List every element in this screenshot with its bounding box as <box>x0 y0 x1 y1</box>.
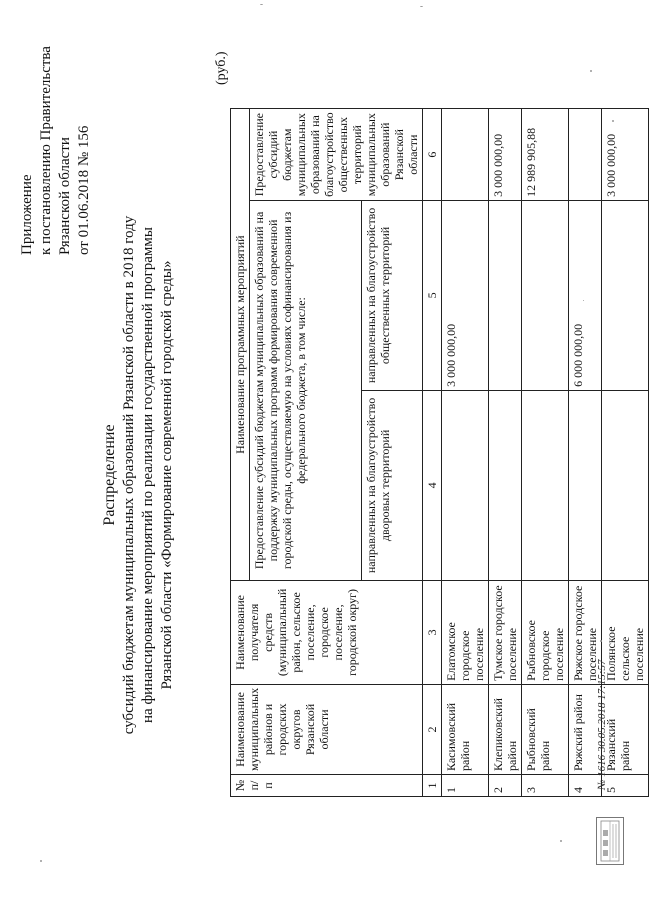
column-number-1: 1 <box>423 775 442 797</box>
scan-speck <box>612 120 614 122</box>
appendix-line-1: Приложение <box>19 174 35 255</box>
row-public-rzn-amount: 3 000 000,00 <box>602 109 649 201</box>
scan-speck <box>600 640 602 642</box>
row-district: Рязанский район <box>602 684 649 774</box>
row-public-amount <box>602 200 649 390</box>
row-number: 2 <box>489 775 522 797</box>
row-public-rzn-amount <box>569 109 602 201</box>
row-district: Рыбновский район <box>522 684 569 774</box>
row-public-amount: 6 000 000,00 <box>569 200 602 390</box>
scan-speck <box>560 840 562 842</box>
document-title <box>100 165 177 785</box>
column-number-5: 5 <box>423 200 442 390</box>
column-number-2: 2 <box>423 684 442 774</box>
column-number-4: 4 <box>423 390 442 580</box>
row-number: 4 <box>569 775 602 797</box>
appendix-line-3: Рязанской области <box>57 137 73 255</box>
header-district: Наименование муниципальных районов и городских округов Рязанской области <box>231 684 423 774</box>
appendix-line-4: от 01.06.2018 № 156 <box>76 125 92 255</box>
table-row <box>602 109 649 797</box>
scan-speck <box>40 860 42 862</box>
row-number: 3 <box>522 775 569 797</box>
registry-stamp <box>596 817 624 865</box>
row-recipient: Тумское городское поселение <box>489 580 522 684</box>
appendix-line-2: к постановлению Правительства <box>38 46 54 255</box>
row-number: 5 <box>602 775 649 797</box>
header-measures: Наименование программных мероприятий <box>231 109 250 581</box>
scan-speck <box>260 4 263 5</box>
row-public-amount <box>489 200 522 390</box>
row-yards-amount <box>602 390 649 580</box>
stamp-icon <box>597 818 623 864</box>
row-recipient: Ряжское городское поселение <box>569 580 602 684</box>
registration-note: № 1616 30.05.2018 17:15:57 <box>596 659 608 790</box>
row-public-rzn-amount: 12 989 905,88 <box>522 109 569 201</box>
row-yards-amount <box>569 390 602 580</box>
row-public-rzn-amount: 3 000 000,00 <box>489 109 522 201</box>
header-subsidy: Предоставление субсидий бюджетам муниципальных образований на поддержку муниципальных программ формирования современной городской среды, осуществляемую на условиях софинансирования из федерального бюджета, в том числе: <box>250 200 362 580</box>
scan-speck <box>590 70 592 72</box>
row-yards-amount <box>522 390 569 580</box>
header-public: направленных на благоустройство общественных территорий <box>362 200 423 390</box>
scan-speck <box>420 6 423 7</box>
row-district: Клепиковский район <box>489 684 522 774</box>
scan-speck <box>583 300 584 301</box>
row-public-rzn-amount <box>442 109 489 201</box>
column-number-3: 3 <box>423 580 442 684</box>
row-public-amount: 3 000 000,00 <box>442 200 489 390</box>
header-public-rzn: Предоставление субсидий бюджетам муниципальных образований на благоустройство общественных территорий муниципальных образований Рязанской области <box>250 109 423 201</box>
title-line-3: Рязанской области «Формирование современной городской среды» <box>159 260 175 690</box>
row-yards-amount <box>489 390 522 580</box>
row-public-amount <box>522 200 569 390</box>
row-number: 1 <box>442 775 489 797</box>
row-recipient: Елатомское городское поселение <box>442 580 489 684</box>
header-yards: направленных на благоустройство дворовых территорий <box>362 390 423 580</box>
title-line-1: субсидий бюджетам муниципальных образований Рязанской области в 2018 году <box>121 215 137 735</box>
title-heading: Распределение <box>101 424 118 526</box>
title-line-2: на финансирование мероприятий по реализации государственной программы <box>140 227 156 723</box>
row-district: Касимовский район <box>442 684 489 774</box>
table-row <box>489 109 522 797</box>
row-district: Ряжский район <box>569 684 602 774</box>
table-row <box>522 109 569 797</box>
header-number: № п/п <box>231 775 423 797</box>
row-recipient: Полянское сельское поселение <box>602 580 649 684</box>
currency-unit: (руб.) <box>214 51 229 85</box>
row-yards-amount <box>442 390 489 580</box>
column-number-6: 6 <box>423 109 442 201</box>
distribution-table <box>230 108 649 797</box>
row-recipient: Рыбновское городское поселение <box>522 580 569 684</box>
appendix-block <box>18 25 94 255</box>
table-row <box>442 109 489 797</box>
header-recipient: Наименование получателя средств (муниципальный район, сельское поселение, городское поселение, городской округ) <box>231 580 423 684</box>
